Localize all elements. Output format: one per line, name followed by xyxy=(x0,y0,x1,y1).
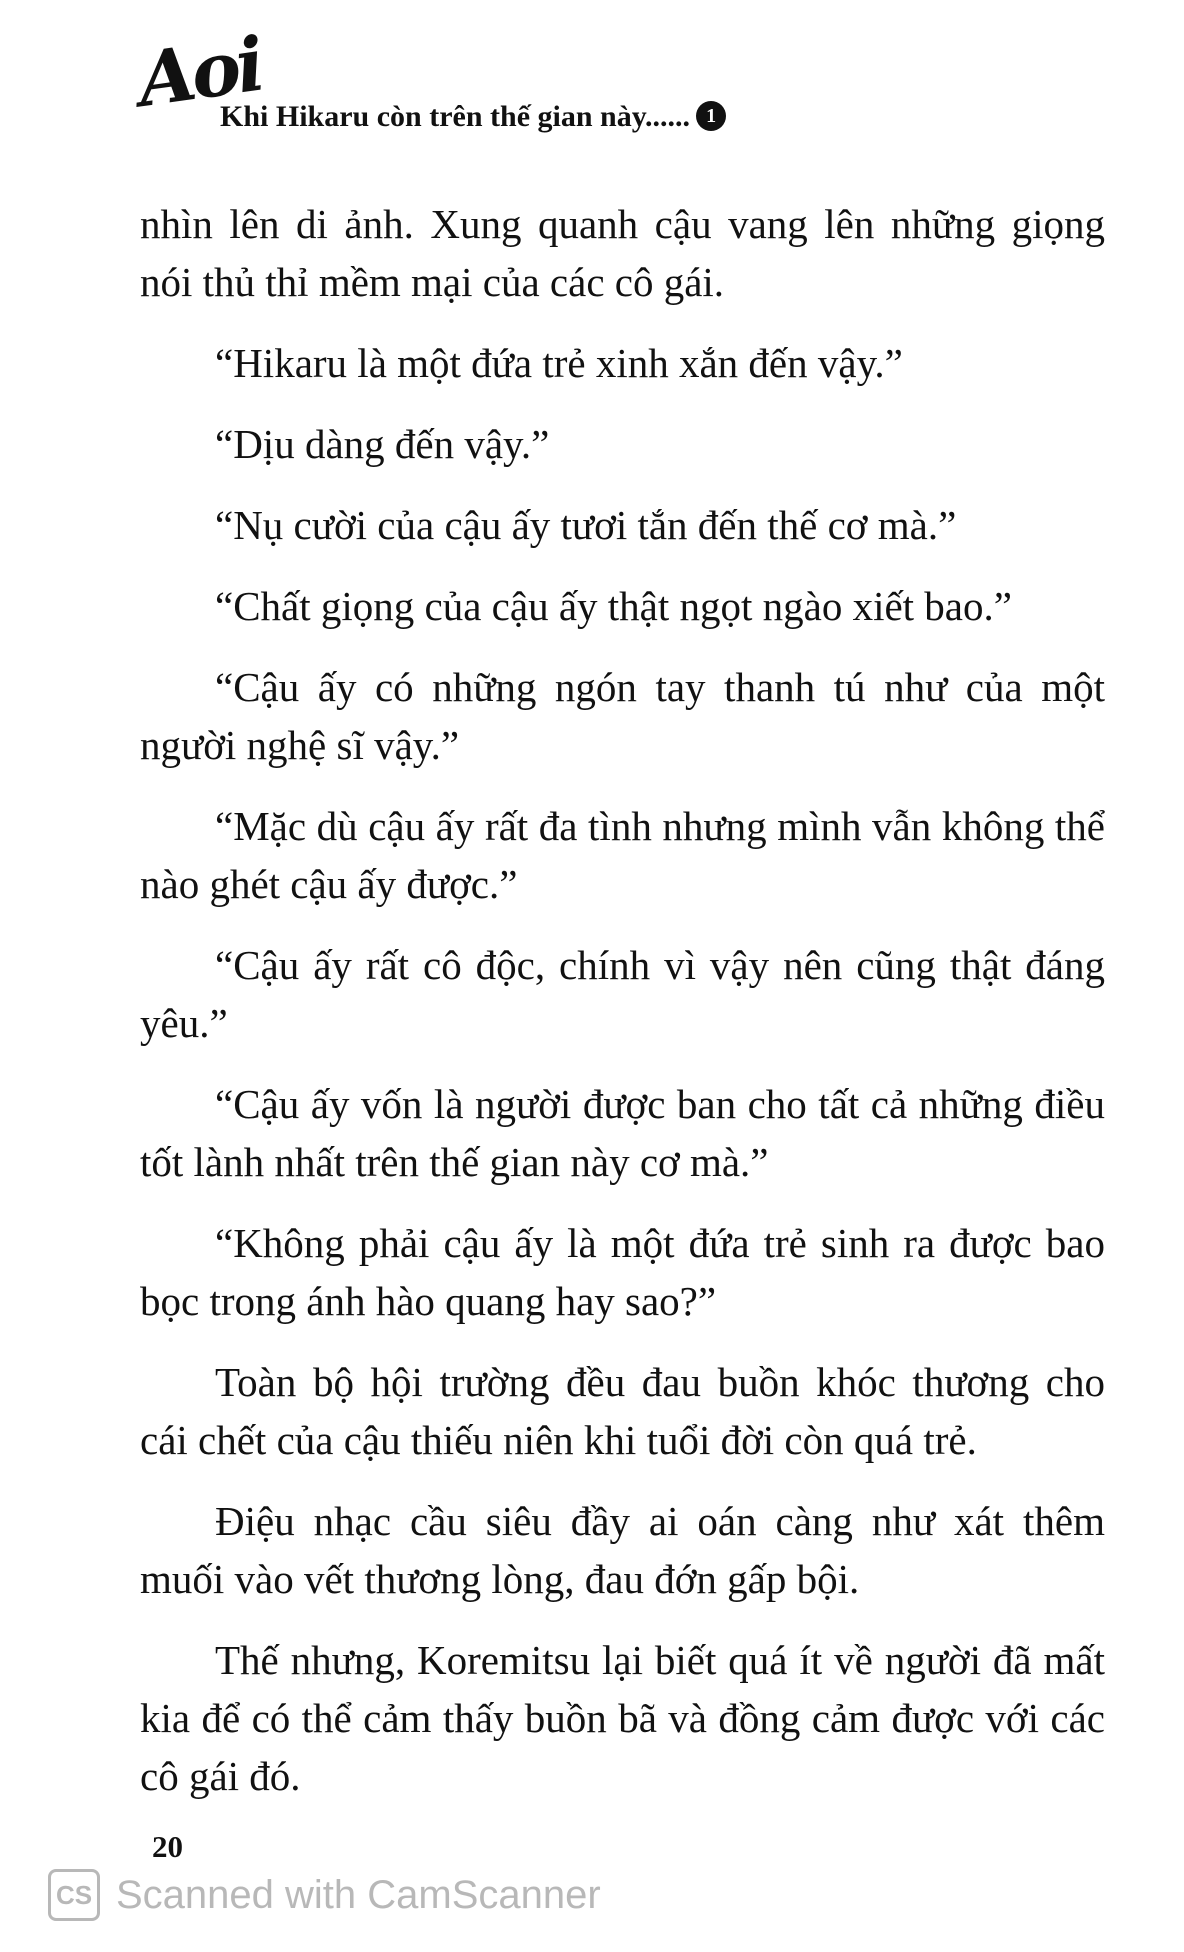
page-header xyxy=(130,20,1030,140)
paragraph: “Dịu dàng đến vậy.” xyxy=(215,421,550,467)
paragraph: Toàn bộ hội trường đều đau buồn khóc thương cho cái chết của cậu thiếu niên khi tuổi đời còn quá trẻ. xyxy=(140,1359,1105,1463)
paragraph: “Cậu ấy có những ngón tay thanh tú như của một người nghệ sĩ vậy.” xyxy=(140,664,1105,768)
page-number: 20 xyxy=(152,1829,183,1864)
running-title xyxy=(220,100,726,134)
chapter-number-badge: 1 xyxy=(696,101,726,131)
camscanner-logo-icon: CS xyxy=(48,1869,100,1921)
scanner-watermark-text: Scanned with CamScanner xyxy=(116,1872,601,1917)
running-title-text: Khi Hikaru còn trên thế gian này...... xyxy=(220,100,691,133)
paragraph: “Chất giọng của cậu ấy thật ngọt ngào xiết bao.” xyxy=(215,583,1012,629)
paragraph: “Cậu ấy vốn là người được ban cho tất cả những điều tốt lành nhất trên thế gian này cơ mà.” xyxy=(140,1081,1105,1185)
paragraph: “Hikaru là một đứa trẻ xinh xắn đến vậy.” xyxy=(215,340,903,386)
paragraph: “Mặc dù cậu ấy rất đa tình nhưng mình vẫn không thể nào ghét cậu ấy được.” xyxy=(140,803,1105,907)
series-logo-text: Aoi xyxy=(132,21,267,125)
paragraph: Thế nhưng, Koremitsu lại biết quá ít về người đã mất kia để có thể cảm thấy buồn bã và đồng cảm được với các cô gái đó. xyxy=(140,1637,1105,1799)
paragraph: “Không phải cậu ấy là một đứa trẻ sinh ra được bao bọc trong ánh hào quang hay sao?” xyxy=(140,1220,1105,1324)
paragraph: “Cậu ấy rất cô độc, chính vì vậy nên cũng thật đáng yêu.” xyxy=(140,942,1105,1046)
body-text xyxy=(140,195,1105,1828)
scanner-watermark xyxy=(48,1865,601,1925)
paragraph: “Nụ cười của cậu ấy tươi tắn đến thế cơ mà.” xyxy=(215,502,957,548)
paragraph: nhìn lên di ảnh. Xung quanh cậu vang lên những giọng nói thủ thỉ mềm mại của các cô gái. xyxy=(140,201,1105,305)
paragraph: Điệu nhạc cầu siêu đầy ai oán càng như xát thêm muối vào vết thương lòng, đau đớn gấp bội. xyxy=(140,1498,1105,1602)
